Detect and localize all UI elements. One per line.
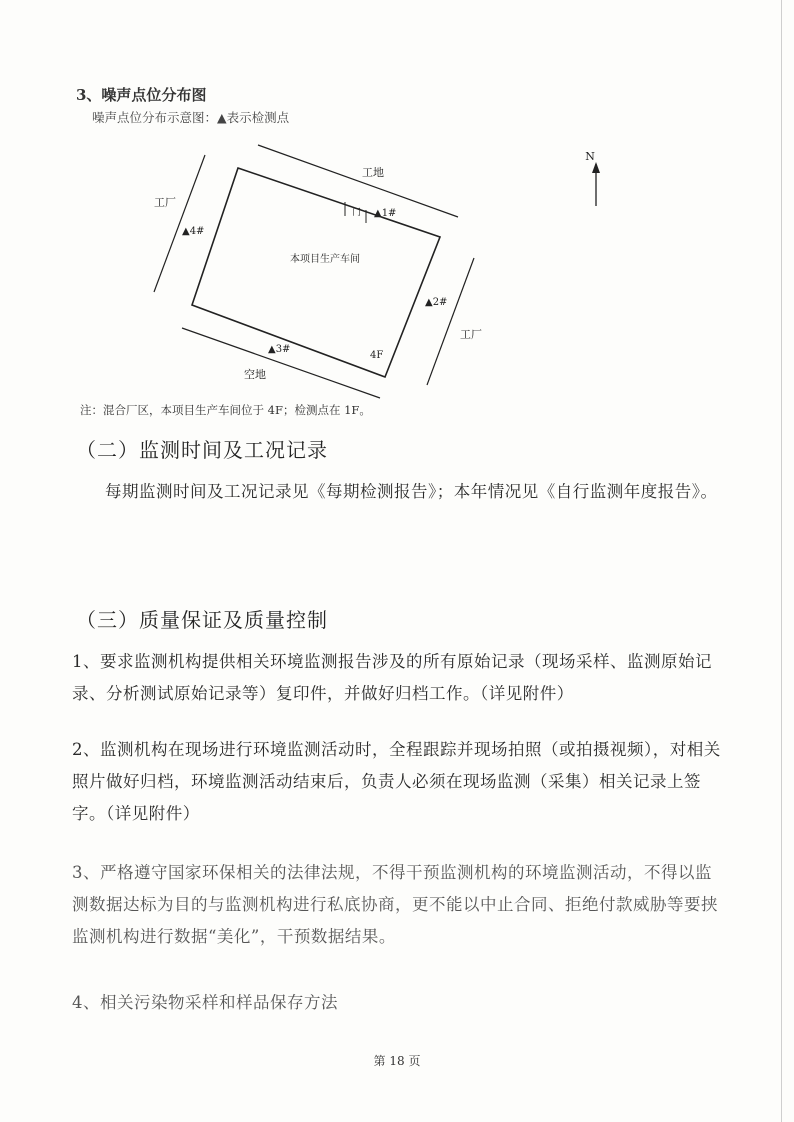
section2-title: （二）监测时间及工况记录	[76, 438, 328, 462]
east-boundary	[427, 258, 474, 385]
qa-item-1: 1、要求监测机构提供相关环境监测报告涉及的所有原始记录（现场采样、监测原始记录、分析测试原始记录等）复印件，并做好归档工作。（详见附件）	[72, 652, 712, 703]
scan-edge-line	[781, 0, 782, 1122]
qa-item-2: 2、监测机构在现场进行环境监测活动时，全程跟踪并现场拍照（或拍摄视频），对相关照片做好归档，环境监测活动结束后，负责人必须在现场监测（采集）相关记录上签字。（详见附件）	[72, 740, 721, 823]
diagram-caption: 噪声点位分布示意图：▲表示检测点	[92, 110, 290, 125]
west-boundary	[154, 155, 205, 292]
section3-title: （三）质量保证及质量控制	[76, 608, 328, 632]
label-workshop: 本项目生产车间	[290, 254, 360, 265]
section2-text: 每期监测时间及工况记录见《每期检测报告》；本年情况见《自行监测年度报告》。	[105, 482, 718, 501]
monitoring-point-3: ▲3#	[268, 344, 291, 355]
diagram-note: 注：混合厂区，本项目生产车间位于 4F；检测点在 1F。	[80, 403, 371, 417]
label-gate: 门	[352, 208, 362, 218]
label-factory-right: 工厂	[460, 328, 482, 341]
monitoring-point-2: ▲2#	[425, 297, 448, 308]
page-number: 第 18 页	[373, 1054, 421, 1068]
label-construction-site-top: 工地	[362, 166, 384, 179]
label-vacant-land: 空地	[244, 368, 266, 381]
noise-point-diagram	[140, 140, 620, 410]
label-factory-left: 工厂	[154, 196, 176, 209]
north-label: N	[585, 150, 595, 163]
qa-item-3: 3、严格遵守国家环保相关的法律法规，不得干预监测机构的环境监测活动，不得以监测数据达标为目的与监测机构进行私底协商，更不能以中止合同、拒绝付款威胁等要挟监测机构进行数据“美化”，干预数据结果。	[72, 863, 718, 946]
north-boundary	[258, 145, 458, 217]
label-floor-4f: 4F	[370, 350, 384, 361]
monitoring-point-1: ▲1#	[374, 208, 397, 219]
north-arrow-icon	[585, 150, 600, 206]
qa-item-4: 4、相关污染物采样和样品保存方法	[72, 993, 338, 1012]
workshop-outline	[192, 168, 440, 377]
noise-map-heading: 3、噪声点位分布图	[76, 86, 207, 104]
monitoring-point-4: ▲4#	[182, 226, 205, 237]
